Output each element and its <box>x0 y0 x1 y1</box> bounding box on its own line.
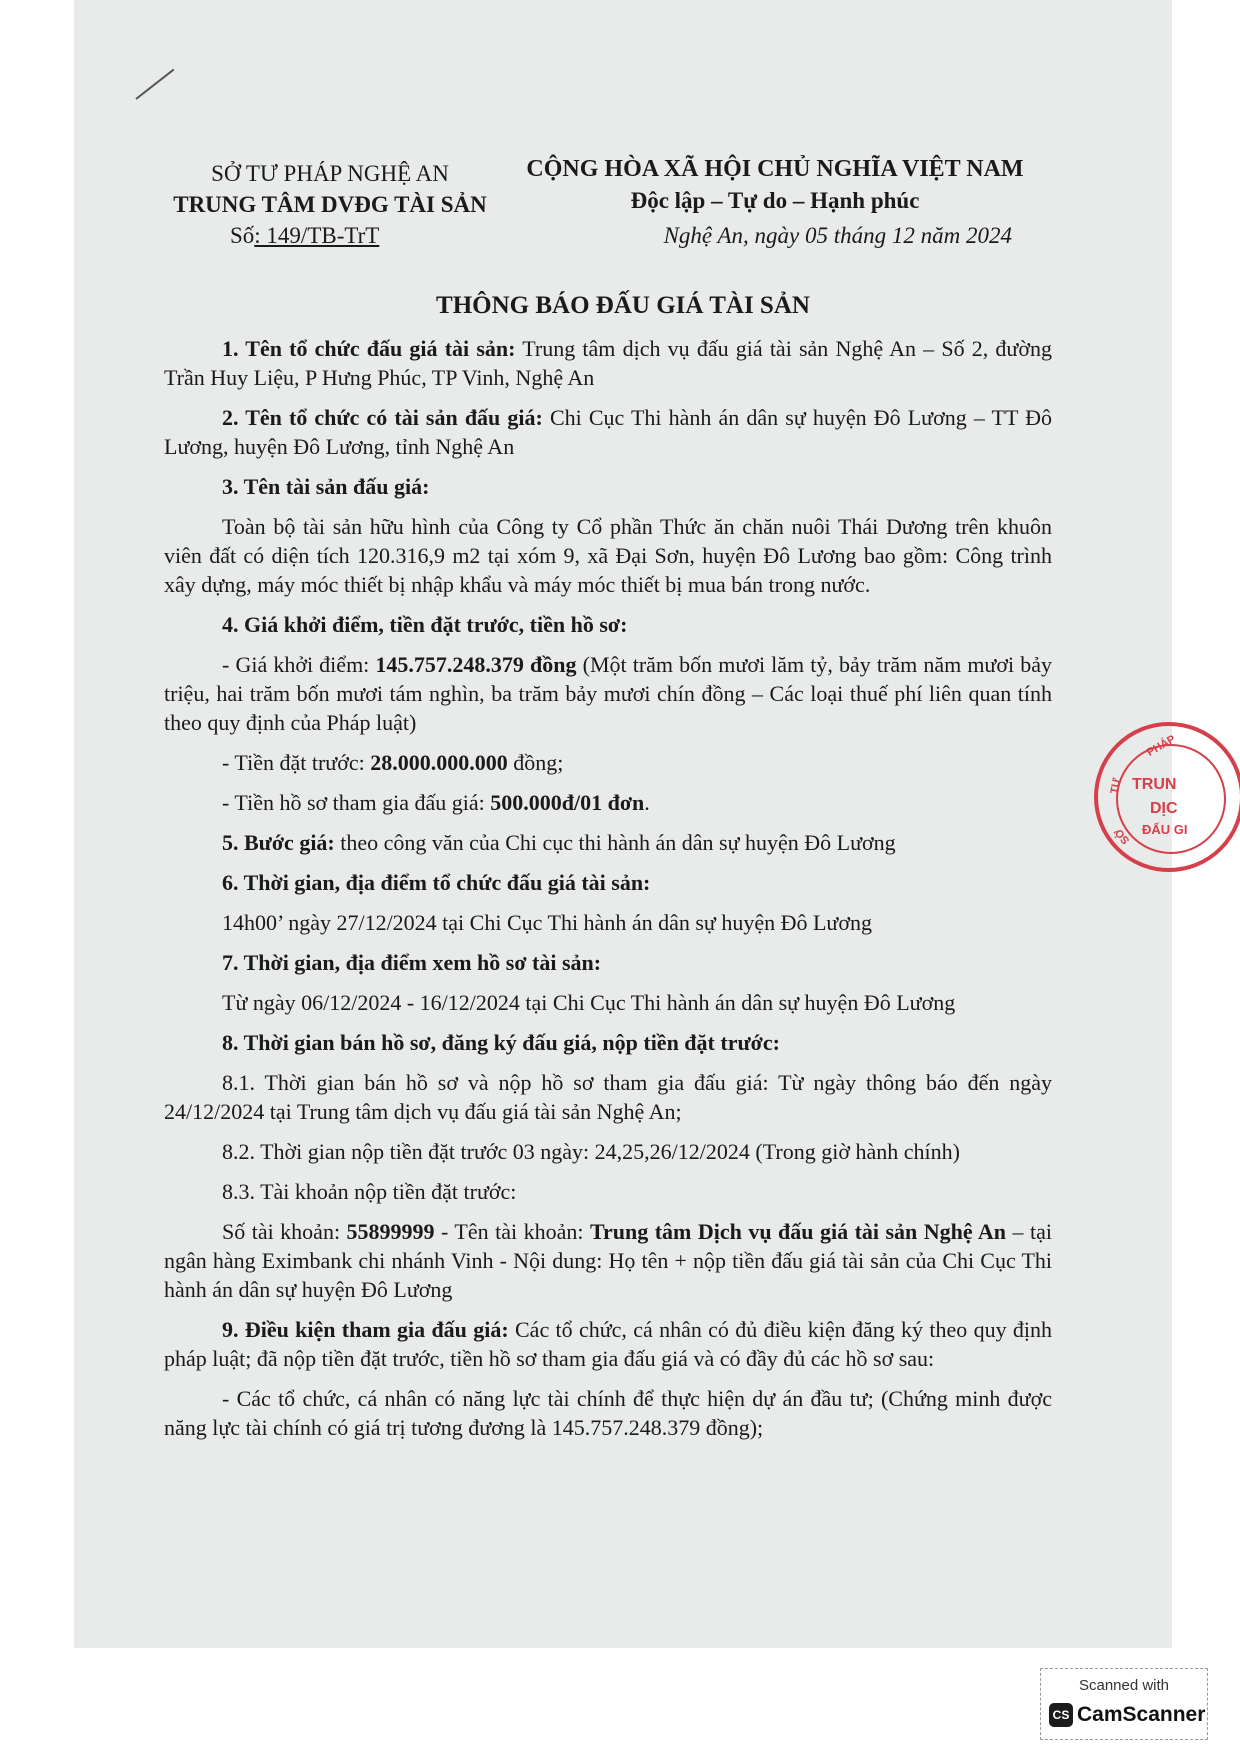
seal-arc-top: PHÁP <box>1145 733 1178 759</box>
scanned-with-text: Scanned with <box>1078 1677 1170 1694</box>
section-1: 1. Tên tổ chức đấu giá tài sản: Trung tâm dịch vụ đấu giá tài sản Nghệ An – Số 2, đường Trần Huy Liệu, P Hưng Phúc, TP Vinh, Nghệ An <box>164 336 1052 390</box>
seal-inner-ring <box>1116 744 1226 854</box>
application-fee: - Tiền hồ sơ tham gia đấu giá: 500.000đ/01 đơn. <box>222 790 650 815</box>
section-7-text: Từ ngày 06/12/2024 - 16/12/2024 tại Chi Cục Thi hành án dân sự huyện Đô Lương <box>222 990 956 1015</box>
section-4-heading: 4. Giá khởi điểm, tiền đặt trước, tiền hồ sơ: <box>222 612 628 637</box>
document-title: THÔNG BÁO ĐẤU GIÁ TÀI SẢN <box>436 292 810 319</box>
red-seal-stamp <box>1094 722 1240 872</box>
section-8-1: 8.1. Thời gian bán hồ sơ và nộp hồ sơ tham gia đấu giá: Từ ngày thông báo đến ngày 24/12/2024 tại Trung tâm dịch vụ đấu giá tài sản Nghệ An; <box>164 1070 1052 1124</box>
section-2: 2. Tên tổ chức có tài sản đấu giá: Chi Cục Thi hành án dân sự huyện Đô Lương – TT Đô Lương, huyện Đô Lương, tỉnh Nghệ An <box>164 405 1053 459</box>
issuer-name: TRUNG TÂM DVĐG TÀI SẢN <box>173 192 487 217</box>
section-3-text: Toàn bộ tài sản hữu hình của Công ty Cổ phần Thức ăn chăn nuôi Thái Dương trên khuôn viên đất có diện tích 120.316,9 m2 tại xóm 9, xã Đại Sơn, huyện Đô Lương bao gồm: Công trình xây dựng, máy móc thiết bị nhập khẩu và máy móc thiết bị mua bán trong nước. <box>164 514 1052 597</box>
nation-title: CỘNG HÒA XÃ HỘI CHỦ NGHĨA VIỆT NAM <box>526 156 1024 182</box>
section-5: 5. Bước giá: theo công văn của Chi cục thi hành án dân sự huyện Đô Lương <box>222 830 896 855</box>
document-number: Số: 149/TB-TrT <box>230 223 380 248</box>
starting-price: - Giá khởi điểm: 145.757.248.379 đồng (Một trăm bốn mươi lăm tỷ, bảy trăm năm mươi bảy triệu, hai trăm bốn mươi tám nghìn, ba trăm bảy mươi chín đồng – Các loại thuế phí liên quan tính theo quy định của Pháp luật) <box>164 652 1052 735</box>
section-8-3: 8.3. Tài khoản nộp tiền đặt trước: <box>222 1179 517 1204</box>
national-motto: Độc lập – Tự do – Hạnh phúc <box>630 188 920 213</box>
national-header <box>510 154 1040 251</box>
section-9-condition: - Các tổ chức, cá nhân có năng lực tài chính để thực hiện dự án đầu tư; (Chứng minh được năng lực tài chính có giá trị tương đương là 145.757.248.379 đồng); <box>164 1386 1052 1440</box>
document-body <box>164 334 1052 1453</box>
section-8-2: 8.2. Thời gian nộp tiền đặt trước 03 ngày: 24,25,26/12/2024 (Trong giờ hành chính) <box>222 1139 960 1164</box>
section-6-heading: 6. Thời gian, địa điểm tổ chức đấu giá tài sản: <box>222 870 651 895</box>
deposit-amount: - Tiền đặt trước: 28.000.000.000 đồng; <box>222 750 564 775</box>
seal-arc-bottom: SỞ <box>1112 825 1133 847</box>
section-6-text: 14h00’ ngày 27/12/2024 tại Chi Cục Thi hành án dân sự huyện Đô Lương <box>222 910 872 935</box>
document-date: Nghệ An, ngày 05 tháng 12 năm 2024 <box>663 223 1012 248</box>
issuer-parent: SỞ TƯ PHÁP NGHỆ AN <box>211 161 449 186</box>
section-8-heading: 8. Thời gian bán hồ sơ, đăng ký đấu giá, nộp tiền đặt trước: <box>222 1030 780 1055</box>
camscanner-logo-icon: CS <box>1049 1703 1073 1727</box>
bank-account: Số tài khoản: 55899999 - Tên tài khoản: Trung tâm Dịch vụ đấu giá tài sản Nghệ An – tại ngân hàng Eximbank chi nhánh Vinh - Nội dung: Họ tên + nộp tiền đấu giá tài sản của Chi Cục Thi hành án dân sự huyện Đô Lương <box>164 1219 1053 1302</box>
seal-text-1: TRUN <box>1132 776 1177 793</box>
section-9: 9. Điều kiện tham gia đấu giá: Các tổ chức, cá nhân có đủ điều kiện đăng ký theo quy định pháp luật; đã nộp tiền đặt trước, tiền hồ sơ tham gia đấu giá và có đầy đủ các hồ sơ sau: <box>164 1317 1052 1371</box>
section-3-heading: 3. Tên tài sản đấu giá: <box>222 474 430 499</box>
camscanner-brand: CamScanner <box>1077 1703 1206 1726</box>
section-7-heading: 7. Thời gian, địa điểm xem hồ sơ tài sản: <box>222 950 602 975</box>
seal-text-2: DỊC <box>1150 800 1178 817</box>
seal-arc-left: TƯ <box>1108 777 1124 795</box>
camscanner-watermark <box>1040 1668 1208 1740</box>
seal-text-3: ĐẤU GI <box>1142 822 1188 837</box>
issuer-block <box>160 158 500 251</box>
